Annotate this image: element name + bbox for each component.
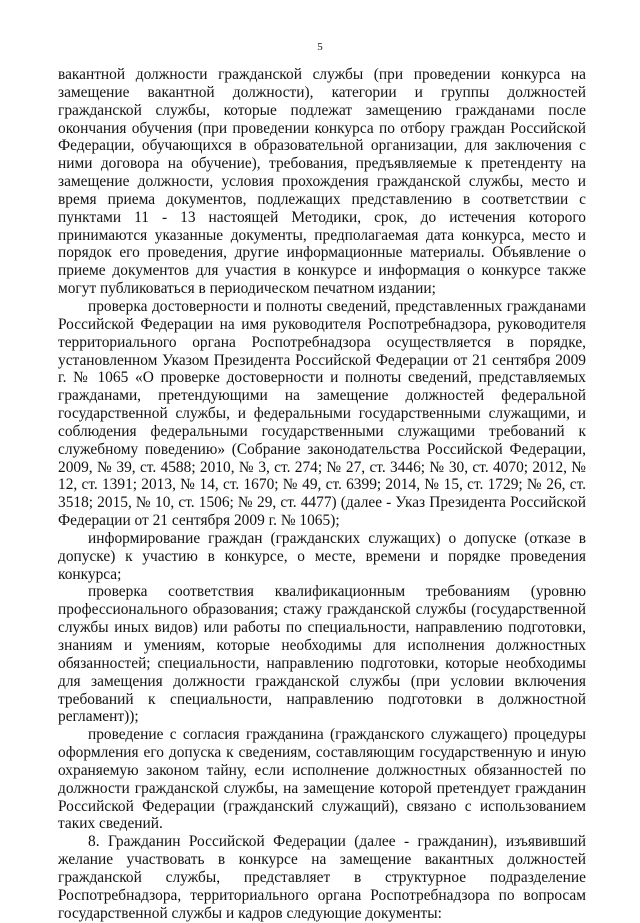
paragraph-continuation: вакантной должности гражданской службы (при проведении конкурса на замещение вакантной должности), категории и группы должностей гражданской службы, которые подлежат замещению гражданами после окончания обучения (при проведении конкурса по отбору граждан Российской Федерации, обучающихся в образовательной организации, для заключения с ними договора на обучение), требования, предъявляемые к претенденту на замещение должности, условия прохождения гражданской службы, место и время приема документов, подлежащих представлению в соответствии с пунктами 11 - 13 настоящей Методики, срок, до истечения которого принимаются указанные документы, предполагаемая дата конкурса, место и порядок его проведения, другие информационные материалы. Объявление о приеме документов для участия в конкурсе и информация о конкурсе также могут публиковаться в периодическом печатном издании;: [58, 66, 586, 298]
paragraph-informing: информирование граждан (гражданских служащих) о допуске (отказе в допуске) к участию в конкурсе, о месте, времени и порядке проведения конкурса;: [58, 529, 586, 583]
page-number: 5: [317, 41, 323, 53]
paragraph-item-8: 8. Гражданин Российской Федерации (далее - гражданин), изъявивший желание участвовать в конкурсе на замещение вакантных должностей гражданской службы, представляет в структурное подразделение Роспотребнадзора, территориального органа Роспотребнадзора по вопросам государственной службы и кадров следующие документы:: [58, 833, 586, 922]
paragraph-clearance: проведение с согласия гражданина (гражданского служащего) процедуры оформления его допуска к сведениям, составляющим государственную и иную охраняемую законом тайну, если исполнение должностных обязанностей по должности гражданской службы, на замещение которой претендует гражданин Российской Федерации (гражданский служащий), связано с использованием таких сведений.: [58, 726, 586, 833]
body-text: [58, 66, 586, 923]
paragraph-verification: проверка достоверности и полноты сведений, представленных гражданами Российской Федерации на имя руководителя Роспотребнадзора, руководителя территориального органа Роспотребнадзора осуществляется в порядке, установленном Указом Президента Российской Федерации от 21 сентября 2009 г. № 1065 «О проверке достоверности и полноты сведений, представляемых гражданами, претендующими на замещение должностей федеральной государственной службы, и федеральными государственными служащими, и соблюдения федеральными государственными служащими требований к служебному поведению» (Собрание законодательства Российской Федерации, 2009, № 39, ст. 4588; 2010, № 3, ст. 274; № 27, ст. 3446; № 30, ст. 4070; 2012, № 12, ст. 1391; 2013, № 14, ст. 1670; № 49, ст. 6399; 2014, № 15, ст. 1729; № 26, ст. 3518; 2015, № 10, ст. 1506; № 29, ст. 4477) (далее - Указ Президента Российской Федерации от 21 сентября 2009 г. № 1065);: [58, 297, 586, 530]
paragraph-qualification-check: проверка соответствия квалификационным требованиям (уровню профессионального образования; стажу гражданской службы (государственной службы иных видов) или работы по специальности, направлению подготовки, знаниям и умениям, которые необходимы для исполнения должностных обязанностей; специальности, направлению подготовки, которые необходимы для замещения должности гражданской службы (при условии включения требований к специальности, направлению подготовки в должностной регламент));: [58, 583, 586, 726]
